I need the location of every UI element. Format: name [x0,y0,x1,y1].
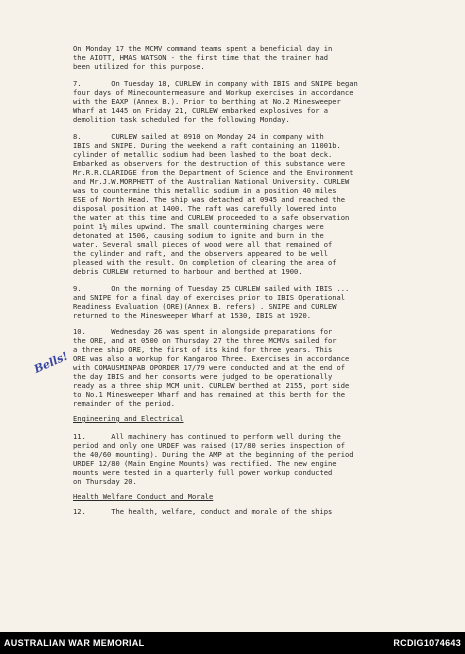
text-line: pleased with the result. On completion of clearing the area of [73,258,337,267]
text-line: the AIOTT, HMAS WATSON - the first time that the trainer had [73,53,329,62]
text-line: the ORE, and at 0500 on Thursday 27 the three MCMVs sailed for [73,336,337,345]
text-line: detonated at 1506, causing sodium to ignite and burn in the [73,231,324,240]
text-line: URDEF 12/80 (Main Engine Mounts) was rectified. The new engine [73,459,337,468]
text-line: point 1½ miles upwind. The small countermining charges were [73,222,324,231]
text-line: demolition task scheduled for the following Monday. [73,115,290,124]
text-line: Mr.R.R.CLARIDGE from the Department of Science and the Environment [73,168,354,177]
text-line: ESE of North Head. The ship was detached at 0945 and reached the [73,195,346,204]
archive-footer-bar [0,632,465,654]
text-line: IBIS and SNIPE. During the weekend a raft containing an 11001b. [73,141,341,150]
paragraph-8-line: 8. CURLEW sailed at 0910 on Monday 24 in company with [73,132,324,141]
paragraph-10-line: 10. Wednesday 26 was spent in alongside preparations for [73,327,333,336]
footer-record-id: RCDIG1074643 [393,638,461,648]
text-line: Wharf at 1445 on Friday 21, CURLEW embarked explosives for a [73,106,329,115]
text-line: Embarked as observers for the destruction of this substance were [73,159,346,168]
section-heading-engineering: Engineering and Electrical [73,414,184,423]
handwritten-annotation: Bells! [32,349,70,376]
text-line: remainder of the period. [73,399,176,408]
text-line: to No.1 Minesweeper Wharf and has remained at this berth for the [73,390,346,399]
text-line: the day IBIS and her consorts were judged to be operationally [73,372,333,381]
text-line: period and only one URDEF was raised (17/80 series inspection of [73,441,346,450]
text-line: was to countermine this metallic sodium in a position 40 miles [73,186,337,195]
text-line: cylinder of metallic sodium had been lashed to the boat deck. [73,150,333,159]
section-heading-health: Health Welfare Conduct and Morale [73,492,214,501]
text-line: water. Several small pieces of wood were all that remained of [73,240,333,249]
text-line: mounts were tested in a quarterly full power workup conducted [73,468,333,477]
paragraph-9-line: 9. On the morning of Tuesday 25 CURLEW sailed with IBIS ... [73,284,350,293]
text-line: the cylinder and raft, and the observers appeared to be well [73,249,329,258]
text-line: been utilized for this purpose. [73,62,205,71]
text-line: with the EAXP (Annex B.). Prior to berthing at No.2 Minesweeper [73,97,341,106]
text-line: ready as a three ship MCM unit. CURLEW berthed at 2155, port side [73,381,350,390]
paragraph-11-line: 11. All machinery has continued to perform well during the [73,432,341,441]
text-line: and SNIPE for a final day of exercises prior to IBIS Operational [73,293,346,302]
text-line: the water at this time and CURLEW proceeded to a safe observation [73,213,350,222]
text-line: on Thursday 20. [73,477,137,486]
text-line: four days of Minecountermeasure and Workup exercises in accordance [73,88,354,97]
text-line: and Mr.J.W.MORPHETT of the Australian National University. CURLEW [73,177,350,186]
text-line: returned to the Minesweeper Wharf at 1530, IBIS at 1920. [73,311,312,320]
paragraph-7-line: 7. On Tuesday 18, CURLEW in company with IBIS and SNIPE began [73,79,358,88]
text-line: ORE was also a workup for Kangaroo Three. Exercises in accordance [73,354,350,363]
text-line: with COMAUSMINPAB OPORDER 17/79 were conducted and at the end of [73,363,346,372]
text-line: On Monday 17 the MCMV command teams spent a beneficial day in [73,44,333,53]
text-line: Readiness Evaluation (ORE)(Annex B. refers) . SNIPE and CURLEW [73,302,337,311]
paragraph-12-line: 12. The health, welfare, conduct and morale of the ships [73,507,333,516]
text-line: disposal position at 1400. The raft was carefully lowered into [73,204,337,213]
text-line: a three ship ORE, the first of its kind for three years. This [73,345,333,354]
text-line: the 40/60 mounting). During the AMP at the beginning of the period [73,450,354,459]
text-line: debris CURLEW returned to harbour and berthed at 1900. [73,267,303,276]
footer-institution: AUSTRALIAN WAR MEMORIAL [4,638,145,648]
